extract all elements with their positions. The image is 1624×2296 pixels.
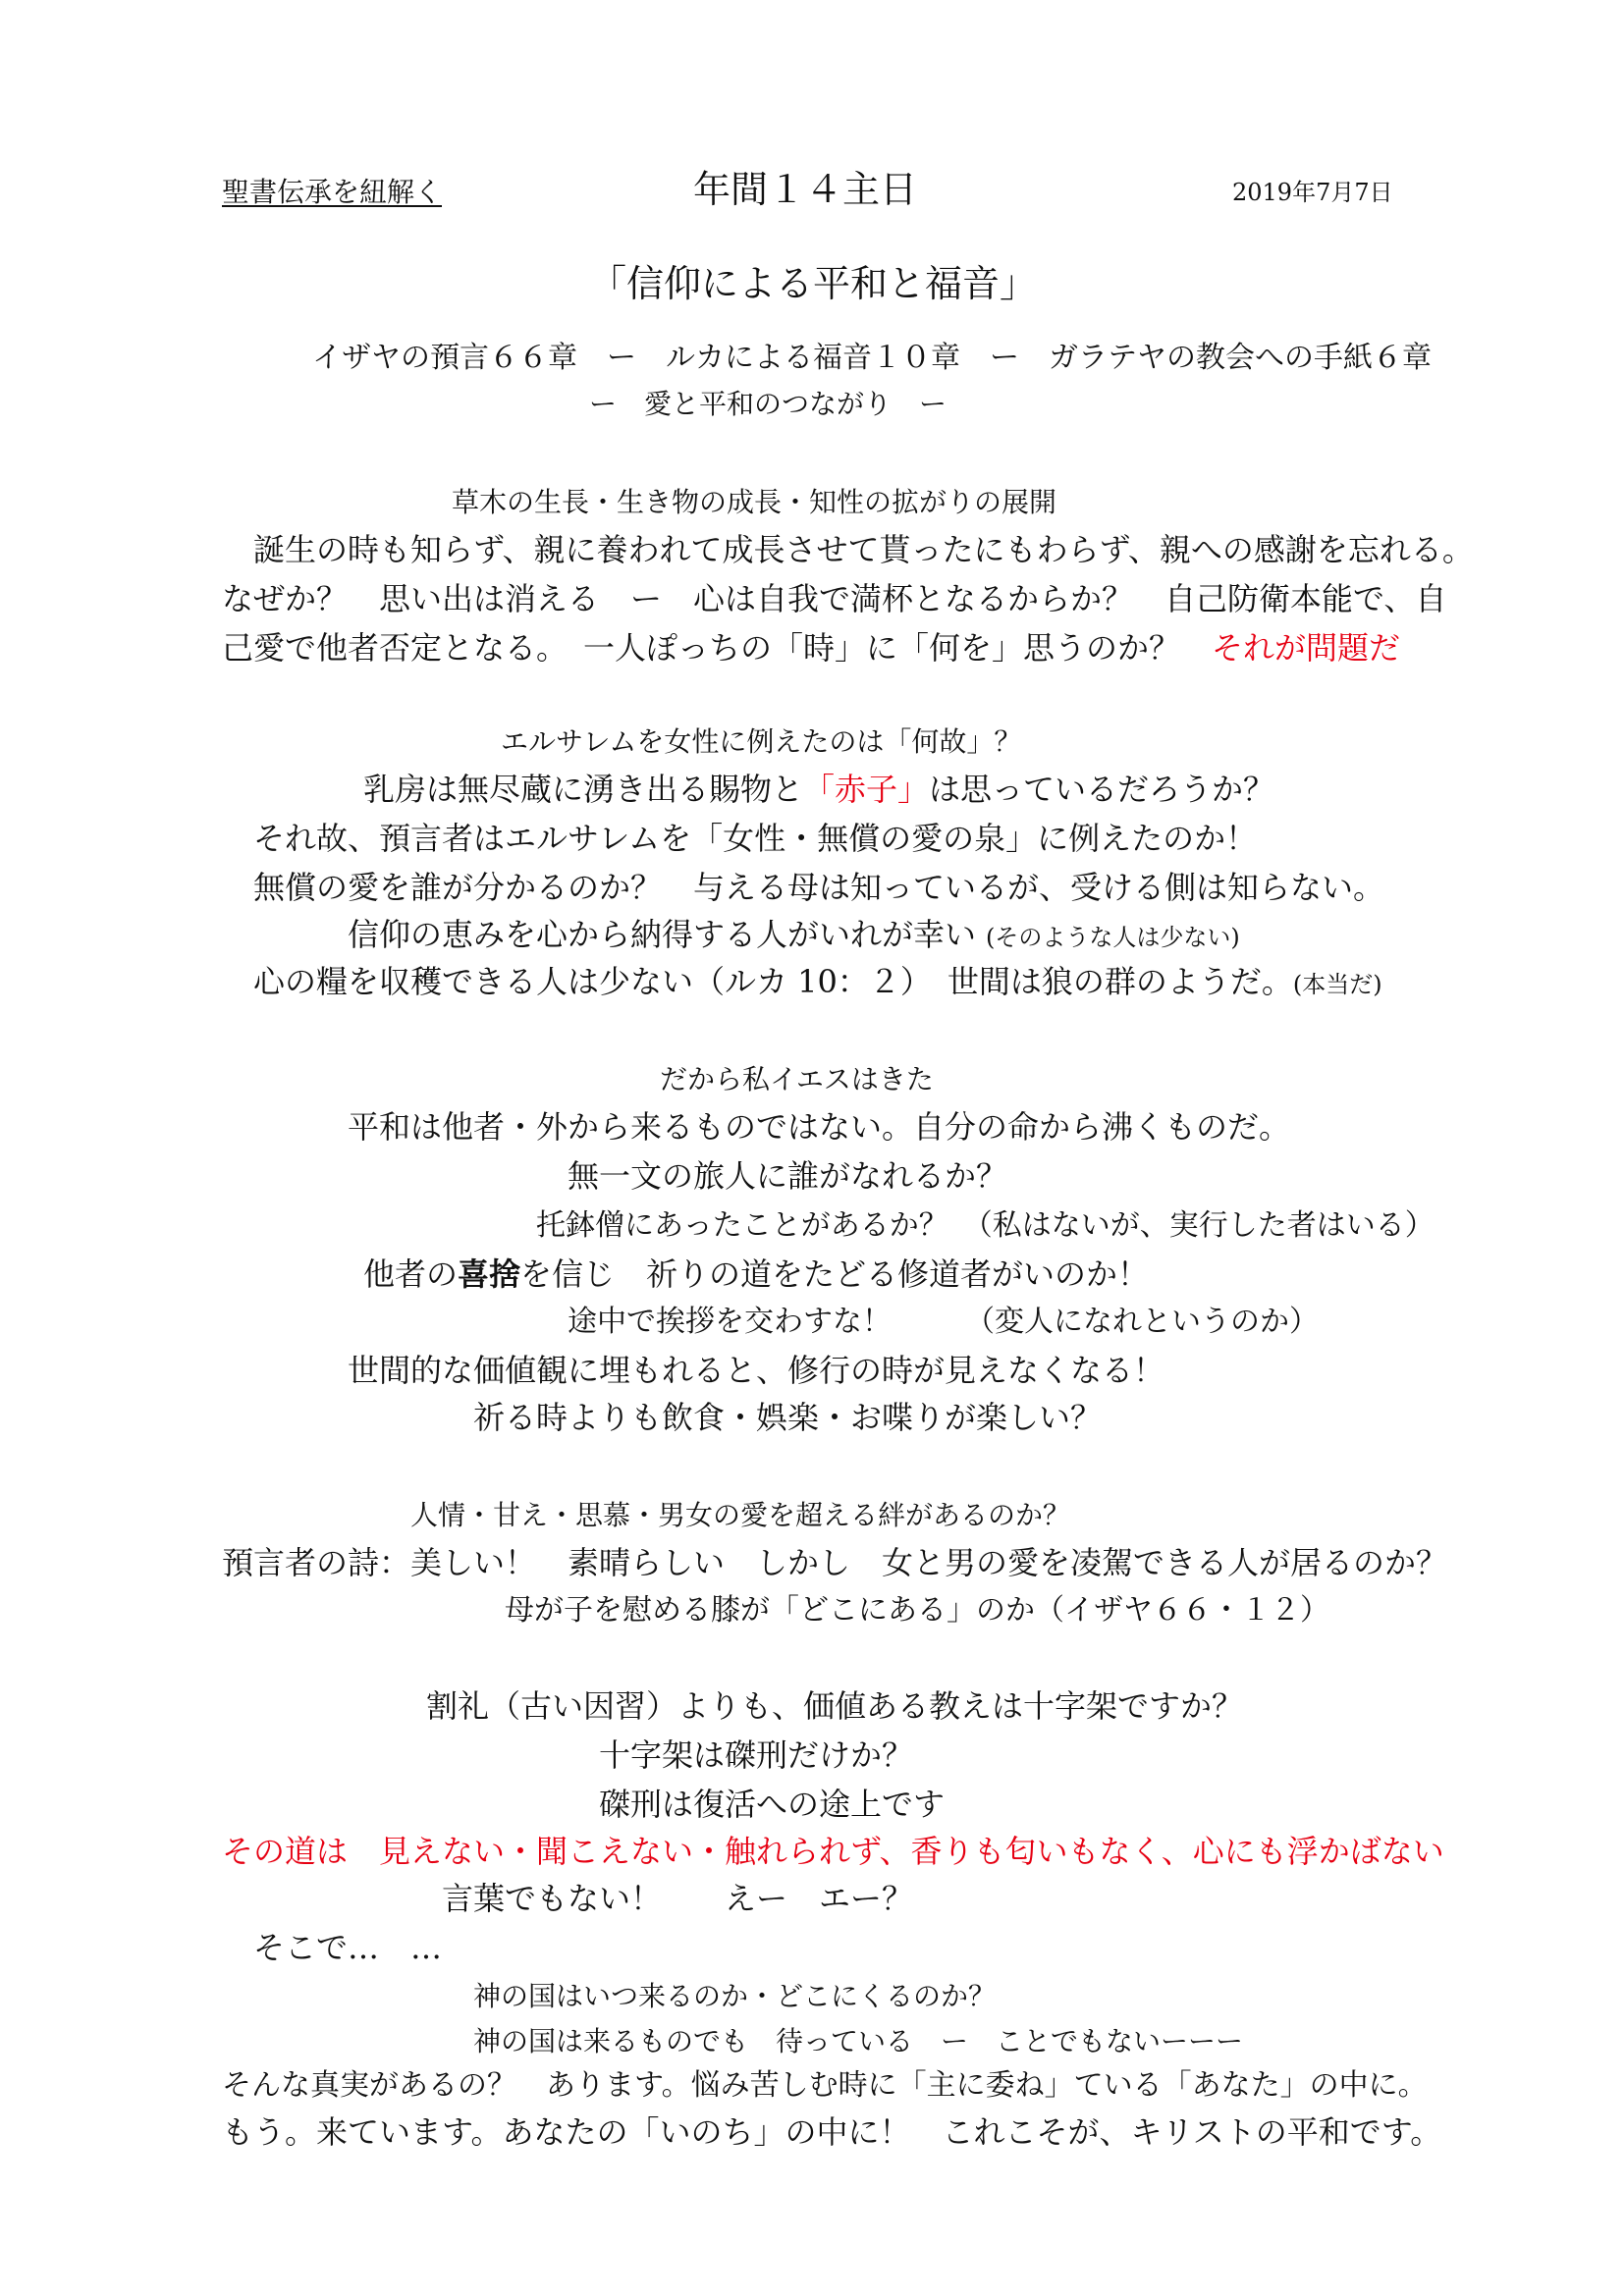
paragraph-line: 平和は他者・外から来るものではない。自分の命から沸くものだ。 bbox=[348, 1108, 1291, 1146]
paragraph-line: 神の国は来るものでも 待っている ー ことでもないーーー bbox=[473, 2025, 1244, 2057]
paragraph-line bbox=[222, 629, 1401, 667]
paragraph-line: 無償の愛を誰が分かるのか？ 与える母は知っているが、受ける側は知らない。 bbox=[253, 869, 1385, 906]
section-heading: エルサレムを女性に例えたのは「何故」？ bbox=[501, 725, 1022, 758]
paragraph-line: もう。来ています。あなたの「いのち」の中に！ これこそが、キリストの平和です。 bbox=[222, 2113, 1442, 2151]
emphasis-text: 喜捨 bbox=[458, 1255, 521, 1293]
emphasis-text: 「赤子」 bbox=[803, 771, 930, 808]
paragraph-line: 世間的な価値観に埋もれると、修行の時が見えなくなる！ bbox=[348, 1352, 1165, 1389]
text-segment: 乳房は無尽蔵に湧き出る賜物と bbox=[363, 771, 804, 808]
paragraph-line: 無一文の旅人に誰がなれるか？ bbox=[568, 1157, 1008, 1195]
paragraph-line: それ故、預言者はエルサレムを「女性・無償の愛の泉」に例えたのか！ bbox=[253, 820, 1258, 857]
paragraph-line: なぜか？ 思い出は消える ー 心は自我で満杯となるからか？ 自己防衛本能で、自 bbox=[222, 580, 1447, 617]
paragraph-line bbox=[348, 916, 1240, 953]
text-segment: 他者の bbox=[363, 1255, 459, 1293]
date-label: 2019年7月7日 bbox=[1232, 179, 1393, 206]
paragraph-line: 十字架は磔刑だけか？ bbox=[599, 1736, 914, 1774]
readings-line: イザヤの預言６６章 ー ルカによる福音１０章 ー ガラテヤの教会への手紙６章 bbox=[312, 341, 1432, 375]
paragraph-line: 托鉢僧にあったことがあるか？ （私はないが、実行した者はいる） bbox=[536, 1208, 1435, 1243]
theme-line: ー 愛と平和のつながり ー bbox=[589, 388, 947, 420]
paragraph-line bbox=[363, 1255, 1150, 1293]
paragraph-line: 誕生の時も知らず、親に養われて成長させて貰ったにもわらず、親への感謝を忘れる。 bbox=[253, 531, 1474, 568]
paragraph-line: 母が子を慰める膝が「どこにある」のか（イザヤ６６・１２） bbox=[505, 1593, 1329, 1628]
section-heading: 人情・甘え・思慕・男女の愛を超える絆があるのか？ bbox=[410, 1499, 1071, 1531]
text-segment: 心の糧を収穫できる人は少ない（ルカ 10：２） 世間は狼の群のようだ。 bbox=[253, 963, 1293, 1000]
text-segment: は思っているだろうか？ bbox=[929, 771, 1275, 808]
paragraph-line: 割礼（古い因習）よりも、価値ある教えは十字架ですか？ bbox=[426, 1687, 1244, 1725]
paragraph-line: 祈る時よりも飲食・娯楽・お喋りが楽しい？ bbox=[473, 1399, 1103, 1436]
paragraph-line bbox=[253, 963, 1382, 1000]
emphasis-text: それが問題だ bbox=[1212, 629, 1401, 667]
paragraph-line bbox=[363, 771, 1275, 808]
aside-text: (そのような人は少ない) bbox=[986, 924, 1240, 951]
series-label: 聖書伝承を紐解く bbox=[222, 176, 443, 208]
page-title: 「信仰による平和と福音」 bbox=[589, 262, 1038, 305]
paragraph-line: そんな真実があるの？ あります。悩み苦しむ時に「主に委ね」ている「あなた」の中に。 bbox=[222, 2068, 1428, 2103]
paragraph-line: 磔刑は復活への途上です bbox=[599, 1786, 946, 1823]
text-segment: を信じ 祈りの道をたどる修道者がいのか！ bbox=[520, 1255, 1150, 1293]
sunday-title: 年間１４主日 bbox=[693, 168, 918, 211]
text-segment: 己愛で他者否定となる。 一人ぽっちの「時」に「何を」思うのか？ bbox=[222, 629, 1213, 667]
section-heading: 草木の生長・生き物の成長・知性の拡がりの展開 bbox=[452, 486, 1057, 518]
text-segment: 信仰の恵みを心から納得する人がいれが幸い bbox=[348, 916, 977, 953]
section-heading: だから私イエスはきた bbox=[660, 1063, 934, 1095]
paragraph-line: 預言者の詩：美しい！ 素晴らしい しかし 女と男の愛を凌駕できる人が居るのか？ bbox=[222, 1544, 1448, 1581]
paragraph-line: 言葉でもない！ えー エー？ bbox=[442, 1880, 914, 1917]
paragraph-line: そこで… … bbox=[253, 1929, 443, 1966]
aside-text: (本当だ) bbox=[1292, 971, 1382, 998]
paragraph-line: 神の国はいつ来るのか・どこにくるのか？ bbox=[473, 1980, 997, 2012]
emphasis-line: その道は 見えない・聞こえない・触れられず、香りも匂いもなく、心にも浮かばない bbox=[222, 1833, 1444, 1870]
paragraph-line: 途中で挨拶を交わすな！ （変人になれというのか） bbox=[568, 1305, 1319, 1339]
